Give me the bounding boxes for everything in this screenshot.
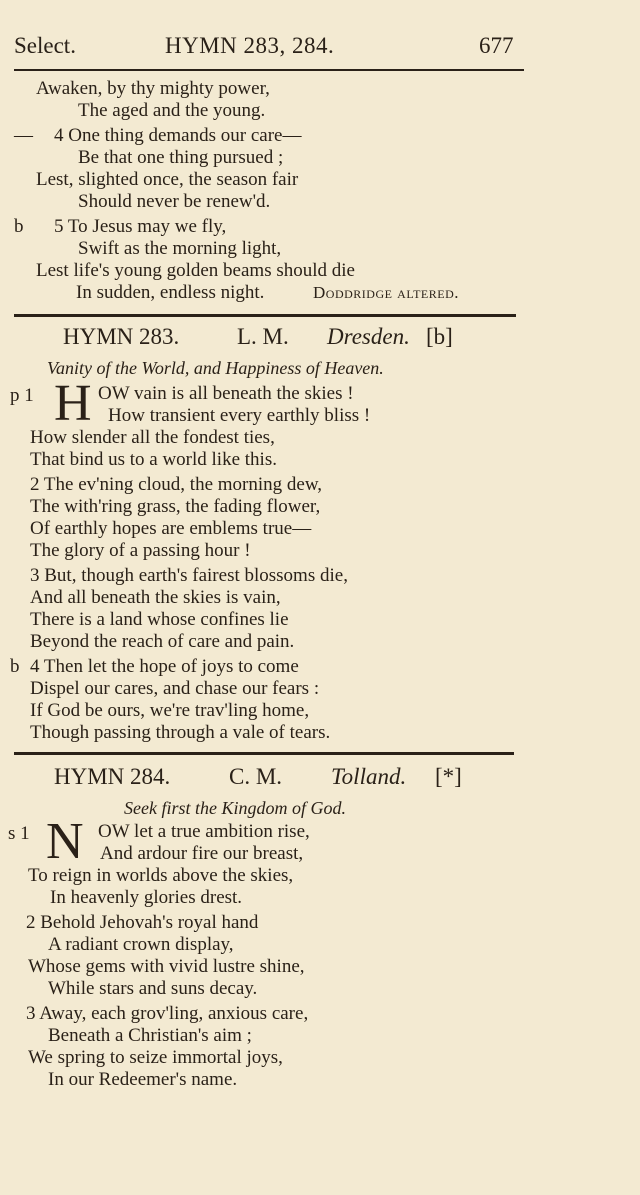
prev-line-7: 5 To Jesus may we fly,	[54, 216, 227, 237]
hymn-283-dropcap: H	[54, 375, 92, 432]
hymn-283-line-6: The with'ring grass, the fading flower,	[30, 496, 321, 517]
hymn-283-line-12: Beyond the reach of care and pain.	[30, 631, 295, 652]
hymn-284-line-4: In heavenly glories drest.	[50, 887, 243, 908]
hymn-283-line-7: Of earthly hopes are emblems true—	[30, 518, 312, 539]
hymn-284-line-1: OW let a true ambition rise,	[98, 821, 310, 842]
hymn-284-line-12: In our Redeemer's name.	[48, 1069, 238, 1090]
hymn-284-line-9: 3 Away, each grov'ling, anxious care,	[26, 1003, 309, 1024]
hymn-284-line-2: And ardour fire our breast,	[100, 843, 304, 864]
hymn-284-line-3: To reign in worlds above the skies,	[28, 865, 294, 886]
hymn-284-dropcap: N	[46, 813, 84, 870]
hymn-284-bracket: [*]	[435, 764, 462, 789]
header-rule	[14, 69, 524, 71]
hymn-283-line-16: Though passing through a vale of tears.	[30, 722, 331, 743]
hymn-284-line-6: A radiant crown display,	[48, 934, 234, 955]
prev-line-10: In sudden, endless night.	[76, 282, 265, 303]
hymn-283-line-15: If God be ours, we're trav'ling home,	[30, 700, 310, 721]
prev-line-6: Should never be renew'd.	[78, 191, 271, 212]
hymn-283-bracket: [b]	[426, 324, 453, 349]
hymn-283-line-13: 4 Then let the hope of joys to come	[30, 656, 299, 677]
hymn-283-mark-p1: p 1	[10, 385, 34, 406]
hymn-283-line-9: 3 But, though earth's fairest blossoms die,	[30, 565, 348, 586]
hymn-283-mark-b: b	[10, 656, 20, 677]
hymn-284-mark-s1: s 1	[8, 823, 30, 844]
hymn-283-line-10: And all beneath the skies is vain,	[30, 587, 281, 608]
prev-line-2: The aged and the young.	[78, 100, 266, 121]
hymn-283-line-4: That bind us to a world like this.	[30, 449, 277, 470]
hymn-284-number: HYMN 284.	[54, 764, 171, 789]
hymn-283-line-11: There is a land whose confines lie	[30, 609, 289, 630]
hymn-283-line-14: Dispel our cares, and chase our fears :	[30, 678, 320, 699]
hymn-284-line-8: While stars and suns decay.	[48, 978, 258, 999]
hymn-283-line-2: How transient every earthly bliss !	[108, 405, 371, 426]
hymn-283-tune: Dresden.	[327, 324, 410, 349]
header-page-number: 677	[479, 33, 514, 58]
hymn-283-meter: L. M.	[237, 324, 289, 349]
hymn-283-line-5: 2 The ev'ning cloud, the morning dew,	[30, 474, 323, 495]
hymn-284-tune: Tolland.	[331, 764, 407, 789]
hymn-283-line-1: OW vain is all beneath the skies !	[98, 383, 354, 404]
header-section-label: Select.	[14, 33, 76, 58]
hymn-284-line-11: We spring to seize immortal joys,	[28, 1047, 283, 1068]
prev-line-1: Awaken, by thy mighty power,	[36, 78, 270, 99]
hymn-284-meter: C. M.	[229, 764, 283, 789]
hymn-284-subtitle: Seek first the Kingdom of God.	[124, 798, 346, 818]
prev-line-3: 4 One thing demands our care—	[54, 125, 302, 146]
section-divider-1	[14, 314, 516, 317]
prev-line-8: Swift as the morning light,	[78, 238, 282, 259]
prev-line-5: Lest, slighted once, the season fair	[36, 169, 299, 190]
prev-line-4: Be that one thing pursued ;	[78, 147, 284, 168]
hymn-283-subtitle: Vanity of the World, and Happiness of Heaven.	[47, 358, 384, 378]
prev-attribution: Doddridge altered.	[313, 283, 459, 302]
header-hymn-numbers: HYMN 283, 284.	[165, 33, 335, 58]
hymn-283-line-8: The glory of a passing hour !	[30, 540, 251, 561]
prev-dynamic-mark: —	[14, 125, 33, 146]
hymn-283-number: HYMN 283.	[63, 324, 180, 349]
hymn-284-line-10: Beneath a Christian's aim ;	[48, 1025, 252, 1046]
section-divider-2	[14, 752, 514, 755]
hymn-283-line-3: How slender all the fondest ties,	[30, 427, 275, 448]
hymn-284-line-7: Whose gems with vivid lustre shine,	[28, 956, 305, 977]
prev-line-9: Lest life's young golden beams should die	[36, 260, 355, 281]
prev-dynamic-mark-b: b	[14, 216, 24, 237]
hymn-284-line-5: 2 Behold Jehovah's royal hand	[26, 912, 259, 933]
